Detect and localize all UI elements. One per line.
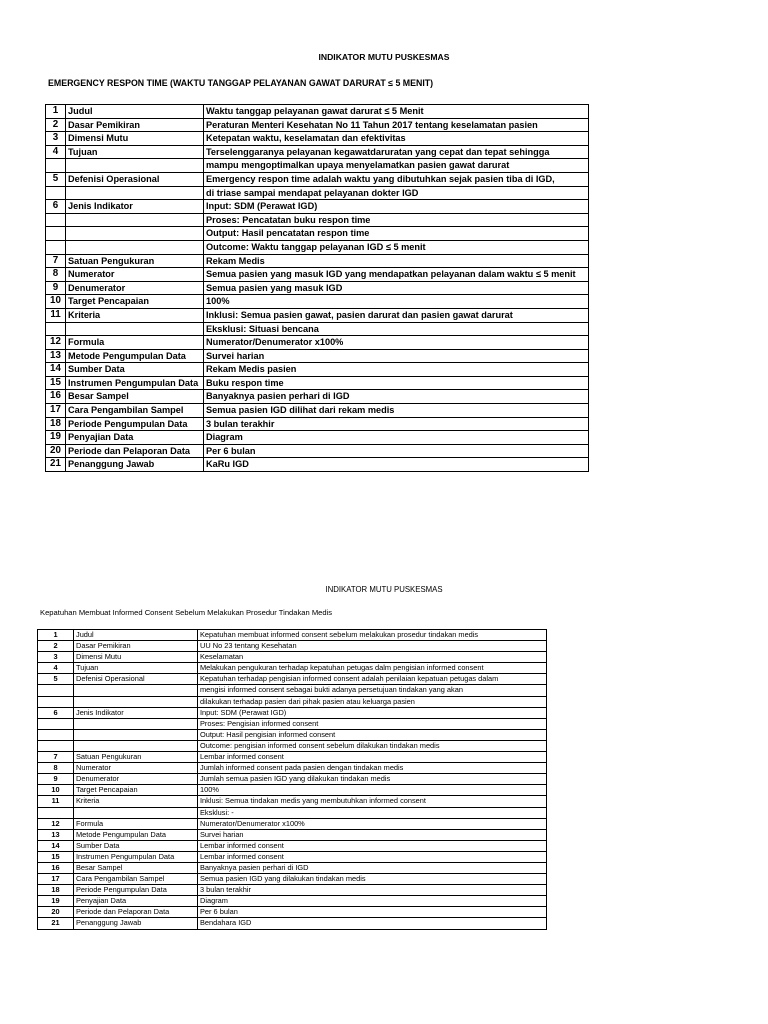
row-value: Jumlah informed consent pada pasien dengan tindakan medis xyxy=(198,763,547,774)
row-value: dilakukan terhadap pasien dari pihak pasien atau keluarga pasien xyxy=(198,696,547,707)
row-value: Buku respon time xyxy=(204,376,589,390)
row-value: Lembar informed consent xyxy=(198,752,547,763)
row-number: 20 xyxy=(46,444,66,458)
table-row xyxy=(46,349,589,363)
row-label xyxy=(74,807,198,818)
row-label: Tujuan xyxy=(74,663,198,674)
row-number: 20 xyxy=(38,907,74,918)
row-number: 6 xyxy=(46,200,66,214)
row-label: Besar Sampel xyxy=(74,862,198,873)
table-row xyxy=(46,213,589,227)
row-number xyxy=(38,807,74,818)
row-label: Cara Pengambilan Sampel xyxy=(66,404,204,418)
table-row xyxy=(38,807,547,818)
row-label xyxy=(74,718,198,729)
table-row xyxy=(46,200,589,214)
row-value: Survei harian xyxy=(198,829,547,840)
row-number: 6 xyxy=(38,707,74,718)
row-label: Kriteria xyxy=(74,796,198,807)
row-number: 16 xyxy=(46,390,66,404)
table-row xyxy=(38,674,547,685)
doc2-title: INDIKATOR MUTU PUSKESMAS xyxy=(325,585,443,594)
row-label: Numerator xyxy=(66,268,204,282)
row-value: Rekam Medis xyxy=(204,254,589,268)
table-row xyxy=(38,729,547,740)
row-label: Denumerator xyxy=(74,774,198,785)
table-row xyxy=(38,652,547,663)
table-row xyxy=(38,696,547,707)
row-value: mampu mengoptimalkan upaya menyelamatkan pasien gawat darurat xyxy=(204,159,589,173)
row-label: Numerator xyxy=(74,763,198,774)
row-number: 3 xyxy=(46,132,66,146)
row-number xyxy=(38,740,74,751)
table-row xyxy=(38,641,547,652)
doc1-subtitle: EMERGENCY RESPON TIME (WAKTU TANGGAP PELAYANAN GAWAT DARURAT ≤ 5 MENIT) xyxy=(48,78,434,88)
row-value: Ketepatan waktu, keselamatan dan efektivitas xyxy=(204,132,589,146)
row-value: Input: SDM (Perawat IGD) xyxy=(198,707,547,718)
row-value: Banyaknya pasien perhari di IGD xyxy=(198,862,547,873)
row-number: 15 xyxy=(38,851,74,862)
table-row xyxy=(38,718,547,729)
table-row xyxy=(46,186,589,200)
table-row xyxy=(46,118,589,132)
table-row xyxy=(38,763,547,774)
row-label: Sumber Data xyxy=(74,840,198,851)
row-number: 2 xyxy=(38,641,74,652)
row-number: 17 xyxy=(38,874,74,885)
row-value: Emergency respon time adalah waktu yang dibutuhkan sejak pasien tiba di IGD, xyxy=(204,172,589,186)
row-value: mengisi informed consent sebagai bukti adanya persetujuan tindakan yang akan xyxy=(198,685,547,696)
row-label: Jenis Indikator xyxy=(66,200,204,214)
row-label: Defenisi Operasional xyxy=(66,172,204,186)
row-label: Periode Pengumpulan Data xyxy=(74,885,198,896)
row-label: Formula xyxy=(74,818,198,829)
table-row xyxy=(38,752,547,763)
table-row xyxy=(46,240,589,254)
row-label xyxy=(74,696,198,707)
table-row xyxy=(38,774,547,785)
row-value: Input: SDM (Perawat IGD) xyxy=(204,200,589,214)
row-value: Outcome: Waktu tanggap pelayanan IGD ≤ 5 menit xyxy=(204,240,589,254)
table-row xyxy=(38,885,547,896)
row-number: 10 xyxy=(38,785,74,796)
row-number: 14 xyxy=(46,363,66,377)
table-row xyxy=(38,907,547,918)
row-number xyxy=(38,685,74,696)
row-label xyxy=(74,740,198,751)
table-row xyxy=(38,785,547,796)
row-label: Judul xyxy=(66,105,204,119)
row-value: Eksklusi: - xyxy=(198,807,547,818)
row-label: Periode dan Pelaporan Data xyxy=(74,907,198,918)
doc1-title: INDIKATOR MUTU PUSKESMAS xyxy=(318,52,450,62)
table-row xyxy=(38,874,547,885)
row-label: Penyajian Data xyxy=(66,431,204,445)
row-label xyxy=(66,213,204,227)
row-number: 1 xyxy=(46,105,66,119)
row-value: Output: Hasil pencatatan respon time xyxy=(204,227,589,241)
table-row xyxy=(46,444,589,458)
table-row xyxy=(46,227,589,241)
row-value: UU No 23 tentang Kesehatan xyxy=(198,641,547,652)
row-number xyxy=(46,227,66,241)
row-label xyxy=(74,729,198,740)
table-row xyxy=(38,896,547,907)
row-number: 9 xyxy=(46,281,66,295)
doc2-indicator-table xyxy=(37,629,547,930)
row-label xyxy=(66,186,204,200)
row-label: Sumber Data xyxy=(66,363,204,377)
row-number: 5 xyxy=(38,674,74,685)
row-value: 100% xyxy=(204,295,589,309)
row-number: 11 xyxy=(46,308,66,322)
table-row xyxy=(46,295,589,309)
table-row xyxy=(46,458,589,472)
row-label: Satuan Pengukuran xyxy=(74,752,198,763)
row-value: Proses: Pengisian informed consent xyxy=(198,718,547,729)
table-row xyxy=(46,281,589,295)
row-number: 19 xyxy=(38,896,74,907)
table-row xyxy=(38,796,547,807)
table-row xyxy=(46,254,589,268)
row-label: Instrumen Pengumpulan Data xyxy=(74,851,198,862)
row-number: 14 xyxy=(38,840,74,851)
row-value: Inklusi: Semua pasien gawat, pasien darurat dan pasien gawat darurat xyxy=(204,308,589,322)
row-number: 12 xyxy=(38,818,74,829)
row-label: Cara Pengambilan Sampel xyxy=(74,874,198,885)
table-row xyxy=(46,132,589,146)
row-value: Jumlah semua pasien IGD yang dilakukan tindakan medis xyxy=(198,774,547,785)
row-label xyxy=(66,227,204,241)
doc1-indicator-table xyxy=(45,104,589,472)
table-row xyxy=(38,818,547,829)
row-label: Target Pencapaian xyxy=(66,295,204,309)
table-row xyxy=(46,308,589,322)
row-value: 3 bulan terakhir xyxy=(204,417,589,431)
row-number xyxy=(38,718,74,729)
row-value: Output: Hasil pengisian informed consent xyxy=(198,729,547,740)
row-label: Dasar Pemikiran xyxy=(66,118,204,132)
row-number xyxy=(46,213,66,227)
row-value: Numerator/Denumerator x100% xyxy=(204,336,589,350)
row-value: Rekam Medis pasien xyxy=(204,363,589,377)
row-number: 3 xyxy=(38,652,74,663)
table-row xyxy=(46,390,589,404)
row-number: 1 xyxy=(38,630,74,641)
row-label: Satuan Pengukuran xyxy=(66,254,204,268)
row-label: Denumerator xyxy=(66,281,204,295)
row-value: di triase sampai mendapat pelayanan dokter IGD xyxy=(204,186,589,200)
table-row xyxy=(46,105,589,119)
table-row xyxy=(46,404,589,418)
row-value: Peraturan Menteri Kesehatan No 11 Tahun 2017 tentang keselamatan pasien xyxy=(204,118,589,132)
row-number: 12 xyxy=(46,336,66,350)
table-row xyxy=(38,740,547,751)
row-label: Periode Pengumpulan Data xyxy=(66,417,204,431)
row-label: Penanggung Jawab xyxy=(66,458,204,472)
table-row xyxy=(46,363,589,377)
table-row xyxy=(38,630,547,641)
row-number: 21 xyxy=(46,458,66,472)
row-label: Dimensi Mutu xyxy=(66,132,204,146)
row-number xyxy=(46,322,66,336)
row-value: Lembar informed consent xyxy=(198,851,547,862)
table-row xyxy=(38,829,547,840)
row-number: 18 xyxy=(46,417,66,431)
row-value: Inklusi: Semua tindakan medis yang membutuhkan informed consent xyxy=(198,796,547,807)
row-label xyxy=(74,685,198,696)
row-number: 15 xyxy=(46,376,66,390)
row-number xyxy=(46,240,66,254)
row-label: Metode Pengumpulan Data xyxy=(74,829,198,840)
table-row xyxy=(38,840,547,851)
row-value: Waktu tanggap pelayanan gawat darurat ≤ 5 Menit xyxy=(204,105,589,119)
row-number: 4 xyxy=(38,663,74,674)
row-label: Tujuan xyxy=(66,145,204,159)
row-number xyxy=(38,696,74,707)
table-row xyxy=(46,431,589,445)
table-row xyxy=(46,336,589,350)
row-label: Metode Pengumpulan Data xyxy=(66,349,204,363)
row-value: Per 6 bulan xyxy=(198,907,547,918)
row-value: Eksklusi: Situasi bencana xyxy=(204,322,589,336)
row-number: 9 xyxy=(38,774,74,785)
row-number: 4 xyxy=(46,145,66,159)
row-number: 21 xyxy=(38,918,74,929)
row-value: Numerator/Denumerator x100% xyxy=(198,818,547,829)
row-number xyxy=(46,159,66,173)
row-label: Penyajian Data xyxy=(74,896,198,907)
row-value: Keselamatan xyxy=(198,652,547,663)
row-label: Periode dan Pelaporan Data xyxy=(66,444,204,458)
table-row xyxy=(38,707,547,718)
row-value: Outcome: pengisian informed consent sebelum dilakukan tindakan medis xyxy=(198,740,547,751)
row-label: Dasar Pemikiran xyxy=(74,641,198,652)
table-row xyxy=(46,159,589,173)
table-row xyxy=(46,322,589,336)
row-value: Semua pasien IGD yang dilakukan tindakan medis xyxy=(198,874,547,885)
row-value: Banyaknya pasien perhari di IGD xyxy=(204,390,589,404)
row-number: 13 xyxy=(46,349,66,363)
row-number: 5 xyxy=(46,172,66,186)
row-value: Bendahara IGD xyxy=(198,918,547,929)
row-value: Lembar informed consent xyxy=(198,840,547,851)
row-value: Terselenggaranya pelayanan kegawatdaruratan yang cepat dan tepat sehingga xyxy=(204,145,589,159)
row-number: 8 xyxy=(46,268,66,282)
row-label xyxy=(66,159,204,173)
row-number: 13 xyxy=(38,829,74,840)
table-row xyxy=(46,417,589,431)
row-number: 7 xyxy=(46,254,66,268)
table-row xyxy=(38,685,547,696)
row-label: Defenisi Operasional xyxy=(74,674,198,685)
row-number: 11 xyxy=(38,796,74,807)
row-label xyxy=(66,240,204,254)
doc2-subtitle: Kepatuhan Membuat Informed Consent Sebelum Melakukan Prosedur Tindakan Medis xyxy=(40,608,333,617)
row-number: 10 xyxy=(46,295,66,309)
row-label: Judul xyxy=(74,630,198,641)
row-value: Kepatuhan terhadap pengisian informed consent adalah penilaian kepatuan petugas dalam xyxy=(198,674,547,685)
row-label: Dimensi Mutu xyxy=(74,652,198,663)
row-value: Per 6 bulan xyxy=(204,444,589,458)
row-number: 19 xyxy=(46,431,66,445)
row-label: Jenis Indikator xyxy=(74,707,198,718)
table-row xyxy=(38,663,547,674)
row-value: Survei harian xyxy=(204,349,589,363)
row-number: 8 xyxy=(38,763,74,774)
row-number: 18 xyxy=(38,885,74,896)
table-row xyxy=(38,862,547,873)
row-number: 16 xyxy=(38,862,74,873)
row-number xyxy=(38,729,74,740)
row-value: Semua pasien yang masuk IGD yang mendapatkan pelayanan dalam waktu ≤ 5 menit xyxy=(204,268,589,282)
row-label xyxy=(66,322,204,336)
row-value: 100% xyxy=(198,785,547,796)
row-label: Target Pencapaian xyxy=(74,785,198,796)
row-number: 7 xyxy=(38,752,74,763)
row-label: Kriteria xyxy=(66,308,204,322)
row-value: Diagram xyxy=(198,896,547,907)
row-number xyxy=(46,186,66,200)
table-row xyxy=(46,376,589,390)
row-value: Melakukan pengukuran terhadap kepatuhan petugas dalm pengisian informed consent xyxy=(198,663,547,674)
table-row xyxy=(46,172,589,186)
row-value: KaRu IGD xyxy=(204,458,589,472)
table-row xyxy=(38,918,547,929)
table-row xyxy=(38,851,547,862)
row-number: 2 xyxy=(46,118,66,132)
table-row xyxy=(46,145,589,159)
row-label: Instrumen Pengumpulan Data xyxy=(66,376,204,390)
row-value: 3 bulan terakhir xyxy=(198,885,547,896)
row-value: Semua pasien yang masuk IGD xyxy=(204,281,589,295)
row-label: Formula xyxy=(66,336,204,350)
row-label: Besar Sampel xyxy=(66,390,204,404)
row-value: Proses: Pencatatan buku respon time xyxy=(204,213,589,227)
table-row xyxy=(46,268,589,282)
row-value: Diagram xyxy=(204,431,589,445)
row-label: Penanggung Jawab xyxy=(74,918,198,929)
row-value: Semua pasien IGD dilihat dari rekam medis xyxy=(204,404,589,418)
row-number: 17 xyxy=(46,404,66,418)
row-value: Kepatuhan membuat informed consent sebelum melakukan prosedur tindakan medis xyxy=(198,630,547,641)
